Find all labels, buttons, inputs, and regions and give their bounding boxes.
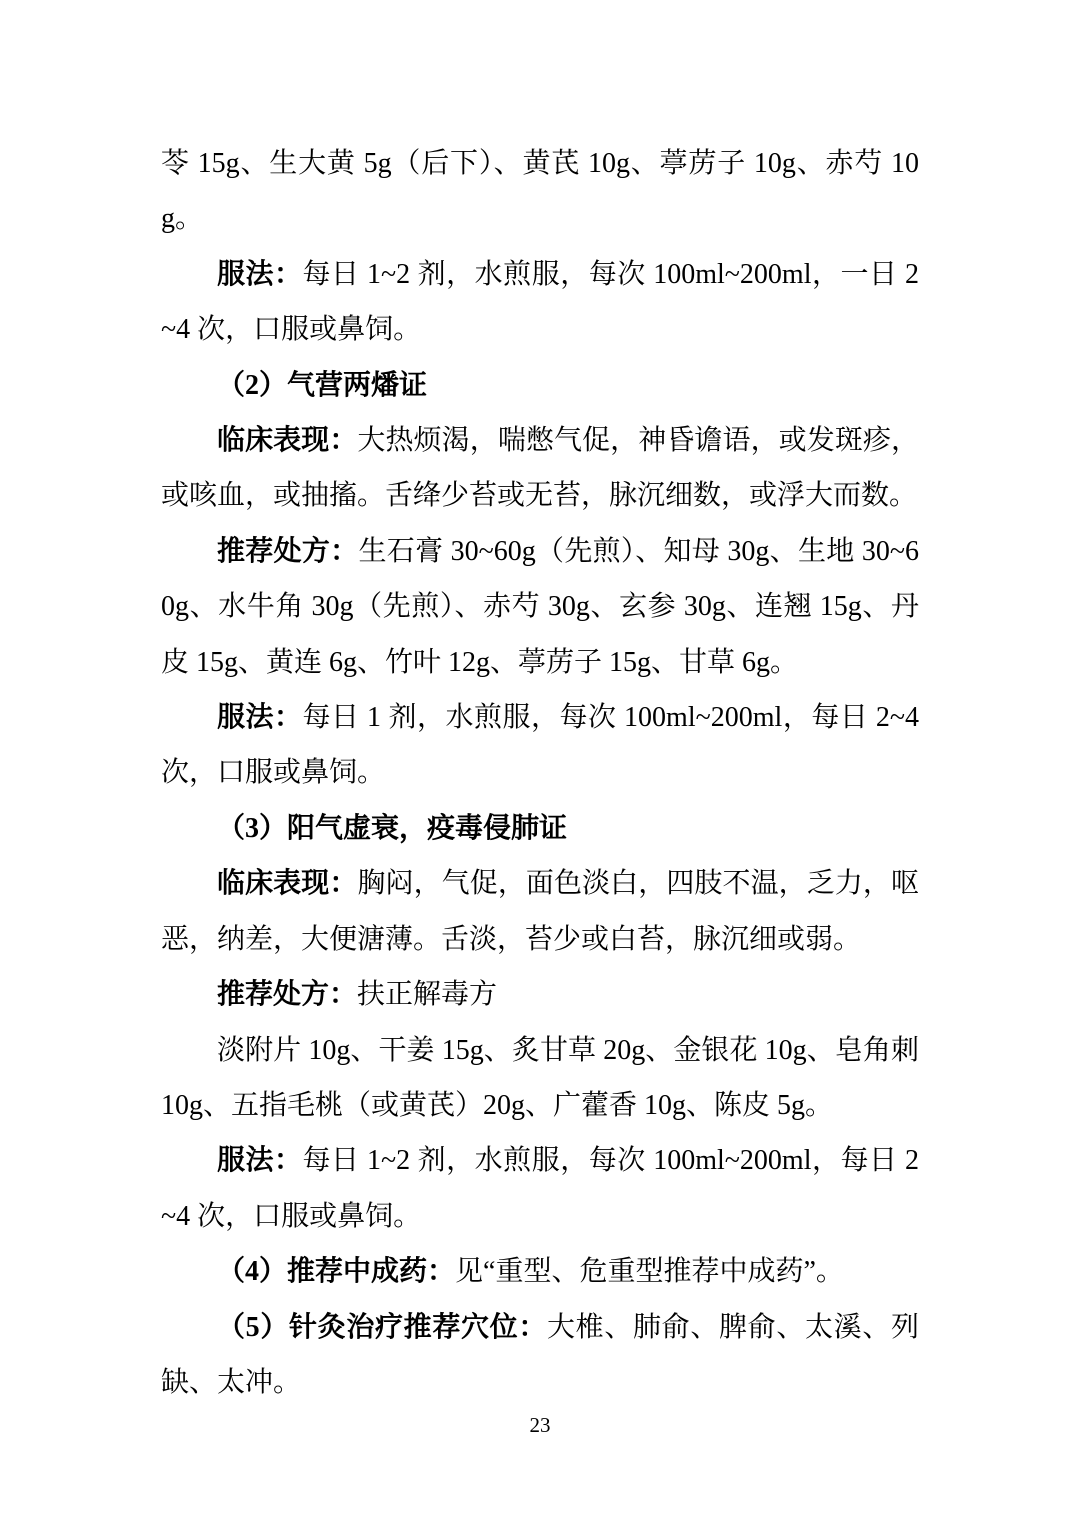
paragraph-label: 服法： xyxy=(217,702,303,734)
paragraph-label: 临床表现： xyxy=(217,868,358,900)
paragraph-label: 服法： xyxy=(217,1145,303,1177)
paragraph-text: 每日 1~2 剂，水煎服，每次 100ml~200ml，每日 2~4 次，口服或鼻饲。 xyxy=(161,1145,919,1232)
heading-label: （2）气营两燔证 xyxy=(217,369,428,401)
heading-label: （3）阳气虚衰，疫毒侵肺证 xyxy=(217,812,568,844)
paragraph-label: （4）推荐中成药： xyxy=(217,1256,456,1288)
paragraph-herb-list xyxy=(161,1023,919,1134)
paragraph-prescription-continued xyxy=(161,136,919,247)
paragraph-label: 服法： xyxy=(217,258,303,290)
paragraph-text: 每日 1 剂，水煎服，每次 100ml~200ml，每日 2~4 次，口服或鼻饲。 xyxy=(161,702,919,789)
heading-syndrome-qi-ying xyxy=(161,358,919,413)
paragraph-text: 大热烦渴，喘憋气促，神昏谵语，或发斑疹，或咳血，或抽搐。舌绛少苔或无苔，脉沉细数，或浮大而数。 xyxy=(161,425,919,512)
paragraph-label: （5）针灸治疗推荐穴位： xyxy=(217,1311,547,1343)
paragraph-serving-method-2 xyxy=(161,690,919,801)
paragraph-recommended-prescription-1 xyxy=(161,524,919,690)
paragraph-serving-method-1 xyxy=(161,247,919,358)
paragraph-label: 临床表现： xyxy=(217,425,358,457)
paragraph-text: 大椎、肺俞、脾俞、太溪、列缺、太冲。 xyxy=(161,1311,919,1398)
paragraph-clinical-manifestation-2 xyxy=(161,856,919,967)
document-body xyxy=(161,136,919,1410)
paragraph-clinical-manifestation-1 xyxy=(161,413,919,524)
paragraph-text: 淡附片 10g、干姜 15g、炙甘草 20g、金银花 10g、皂角刺 10g、五指毛桃（或黄芪）20g、广藿香 10g、陈皮 5g。 xyxy=(161,1034,919,1121)
paragraph-text: 扶正解毒方 xyxy=(357,979,498,1011)
heading-syndrome-yang-deficiency xyxy=(161,801,919,856)
page-number: 23 xyxy=(529,1413,551,1437)
paragraph-text: 苓 15g、生大黄 5g（后下）、黄芪 10g、葶苈子 10g、赤芍 10g。 xyxy=(161,148,919,235)
paragraph-serving-method-3 xyxy=(161,1133,919,1244)
paragraph-text: 见“重型、危重型推荐中成药”。 xyxy=(455,1256,844,1288)
paragraph-label: 推荐处方： xyxy=(217,535,359,567)
paragraph-recommended-patent-medicine xyxy=(161,1244,919,1299)
paragraph-acupuncture-points xyxy=(161,1300,919,1411)
paragraph-text: 每日 1~2 剂，水煎服，每次 100ml~200ml，一日 2~4 次，口服或鼻饲。 xyxy=(161,258,919,346)
paragraph-label: 推荐处方： xyxy=(217,979,358,1011)
paragraph-text: 胸闷，气促，面色淡白，四肢不温，乏力，呕恶，纳差，大便溏薄。舌淡，苔少或白苔，脉沉细或弱。 xyxy=(161,868,919,955)
paragraph-text: 生石膏 30~60g（先煎）、知母 30g、生地 30~60g、水牛角 30g（先煎）、赤芍 30g、玄参 30g、连翘 15g、丹皮 15g、黄连 6g、竹叶 12g、葶苈子 15g、甘草 6g。 xyxy=(161,535,919,678)
paragraph-recommended-prescription-2 xyxy=(161,967,919,1022)
